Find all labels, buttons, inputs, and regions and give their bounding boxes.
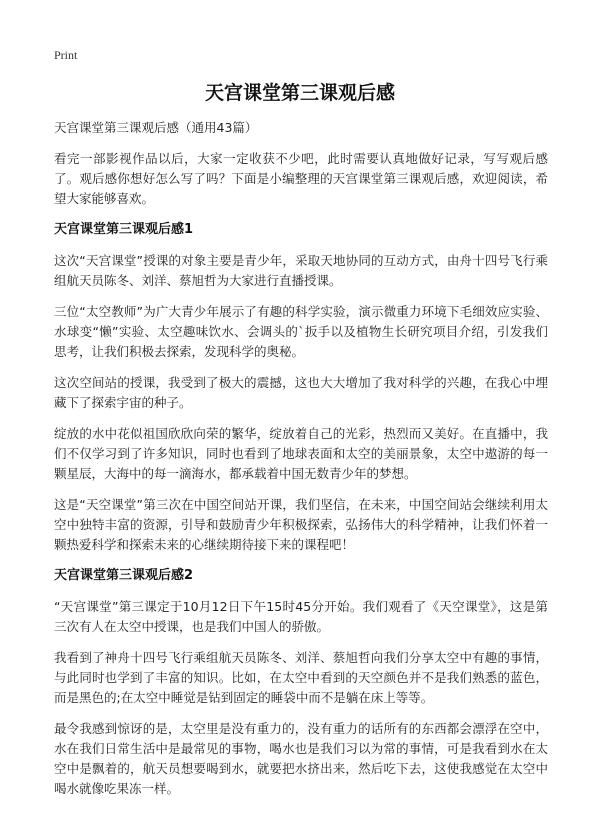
- paragraph: 绽放的水中花似祖国欣欣向荣的繁华，绽放着自己的光彩，热烈而又美好。在直播中，我们不仅学习到了许多知识，同时也看到了地球表面和太空的美丽景象，太空中遨游的每一颗星辰，大海中的每一滴海水，都承载着中国无数青少年的梦想。: [54, 426, 548, 481]
- paragraph: 这次空间站的授课，我受到了极大的震撼，这也大大增加了我对科学的兴趣，在我心中埋藏下了探索宇宙的种子。: [54, 375, 548, 410]
- paragraph: 最令我感到惊讶的是，太空里是没有重力的，没有重力的话所有的东西都会漂浮在空中，水在我们日常生活中是最常见的事物，喝水也是我们习以为常的事情，可是我看到水在太空中是飘着的，航天员想要喝到水，就要把水挤出来，然后吃下去，这使我感觉在太空中喝水就像吃果冻一样。: [54, 721, 548, 796]
- print-link[interactable]: Print: [54, 48, 78, 62]
- paragraph: “天宫课堂”第三课定于10月12日下午15时45分开始。我们观看了《天空课堂》，这是第三次有人在太空中授课，也是我们中国人的骄傲。: [54, 599, 548, 634]
- paragraph: 这次“天宫课堂”授课的对象主要是青少年，采取天地协同的互动方式，由舟十四号飞行乘组航天员陈冬、刘洋、蔡旭哲为大家进行直播授课。: [54, 253, 548, 288]
- paragraph: 三位“太空教师”为广大青少年展示了有趣的科学实验，演示微重力环境下毛细效应实验、水球变“懒”实验、太空趣味饮水、会调头的`扳手以及植物生长研究项目介绍，引发我们思考，让我们积极去探索，发现科学的奥秘。: [54, 304, 548, 359]
- section-heading-1: 天宫课堂第三课观后感1: [54, 222, 194, 237]
- section-heading-2: 天宫课堂第三课观后感2: [54, 568, 194, 583]
- intro-paragraph: 看完一部影视作品以后，大家一定收获不少吧，此时需要认真地做好记录，写写观后感了。观后感你想好怎么写了吗？下面是小编整理的天宫课堂第三课观后感，欢迎阅读，希望大家能够喜欢。: [54, 151, 548, 206]
- page-title: 天宫课堂第三课观后感: [204, 82, 395, 104]
- paragraph: 我看到了神舟十四号飞行乘组航天员陈冬、刘洋、蔡旭哲向我们分享太空中有趣的事情，与此同时也学到了丰富的知识。比如，在太空中看到的天空颜色并不是我们熟悉的蓝色，而是黑色的;在太空中睡觉是钻到固定的睡袋中而不是躺在床上等等。: [54, 650, 548, 705]
- article-body: [54, 118, 548, 810]
- article-subtitle: 天宫课堂第三课观后感（通用43篇）: [54, 120, 258, 135]
- paragraph: 这是“天空课堂”第三次在中国空间站开课，我们坚信，在未来，中国空间站会继续利用太空中独特丰富的资源，引导和鼓励青少年积极探索，弘扬伟大的科学精神，让我们怀着一颗热爱科学和探索未来的心继续期待接下来的课程吧！: [54, 497, 548, 552]
